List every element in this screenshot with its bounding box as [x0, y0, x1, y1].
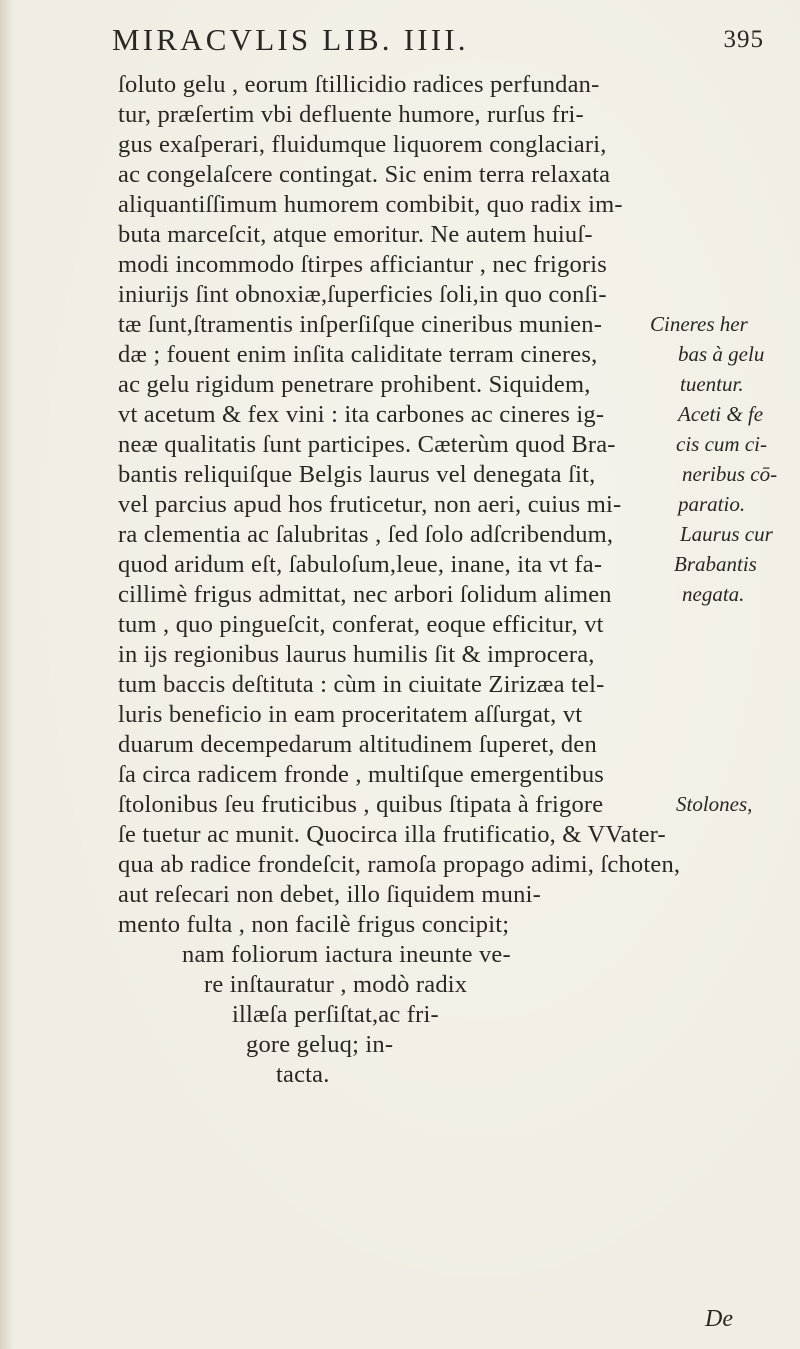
text-line: aut reſecari non debet, illo ſiquidem muni-: [118, 881, 541, 908]
text-line: modi incommodo ſtirpes afficiantur , nec frigoris: [118, 251, 608, 278]
text-line: ac gelu rigidum penetrare prohibent. Siquidem,: [118, 371, 591, 398]
text-line: aliquantiſſimum humorem combibit, quo radix im-: [118, 191, 623, 218]
text-line: vel parcius apud hos fruticetur, non aeri, cuius mi-: [118, 491, 622, 518]
catchword: De: [705, 1306, 733, 1332]
text-line: gus exaſperari, fluidumque liquorem conglaciari,: [118, 131, 607, 158]
text-line: ſoluto gelu , eorum ſtillicidio radices perfundan-: [118, 71, 600, 98]
text-line: ſa circa radicem fronde , multiſque emergentibus: [118, 761, 605, 788]
margin-note: cis cum ci-: [676, 432, 767, 456]
text-line: tur, præſertim vbi defluente humore, rurſus fri-: [118, 101, 584, 128]
text-line: ra clementia ac ſalubritas , ſed ſolo adſcribendum,: [118, 521, 614, 548]
text-line: buta marceſcit, atque emoritur. Ne autem huiuſ-: [118, 221, 593, 248]
text-line: cillimè frigus admittat, nec arbori ſolidum alimen: [118, 581, 612, 608]
text-line: bantis reliquiſque Belgis laurus vel denegata ſit,: [118, 461, 596, 488]
text-line: neæ qualitatis ſunt participes. Cæterùm quod Bra-: [118, 431, 616, 458]
margin-note: neribus cō-: [682, 462, 778, 486]
text-line: nam foliorum iactura ineunte ve-: [182, 941, 511, 968]
text-line: re inſtauratur , modò radix: [204, 971, 468, 998]
page-header: [112, 22, 764, 62]
running-title: MIRACVLIS LIB. IIII.: [112, 22, 469, 57]
margin-note: negata.: [682, 582, 745, 606]
text-line: quod aridum eſt, ſabuloſum,leue, inane, ita vt fa-: [118, 551, 603, 578]
margin-note: bas à gelu: [678, 342, 765, 366]
margin-note: Aceti & fe: [678, 402, 764, 426]
text-line: dæ ; fouent enim inſita caliditate terram cineres,: [118, 341, 598, 368]
margin-note: paratio.: [678, 492, 746, 516]
margin-note: Stolones,: [676, 792, 753, 816]
text-line: tacta.: [276, 1061, 330, 1088]
text-line: tum , quo pingueſcit, conferat, eoque efficitur, vt: [118, 611, 604, 638]
text-line: iniurijs ſint obnoxiæ,ſuperficies ſoli,in quo conſi-: [118, 281, 607, 308]
text-line: mento fulta , non facilè frigus concipit;: [118, 911, 510, 938]
margin-note: Laurus cur: [680, 522, 773, 546]
text-line: vt acetum & fex vini : ita carbones ac cineres ig-: [118, 401, 605, 428]
margin-note: Brabantis: [674, 552, 757, 576]
page-number: 395: [723, 26, 764, 53]
page-gutter-shadow: [0, 0, 14, 1349]
margin-note: tuentur.: [680, 372, 744, 396]
text-line: duarum decempedarum altitudinem ſuperet, den: [118, 731, 597, 758]
text-line: luris beneficio in eam proceritatem aſſurgat, vt: [118, 701, 583, 728]
margin-note: Cineres her: [650, 312, 748, 336]
text-line: ſtolonibus ſeu fruticibus , quibus ſtipata à frigore: [118, 791, 604, 818]
text-line: in ijs regionibus laurus humilis ſit & improcera,: [118, 641, 595, 668]
text-line: tum baccis deſtituta : cùm in ciuitate Zirizæa tel-: [118, 671, 605, 698]
text-line: tæ ſunt,ſtramentis inſperſiſque cineribus munien-: [118, 311, 603, 338]
text-line: gore geluq; in-: [246, 1031, 394, 1058]
text-line: ac congelaſcere contingat. Sic enim terra relaxata: [118, 161, 611, 188]
text-line: ſe tuetur ac munit. Quocirca illa frutificatio, & VVater-: [118, 821, 666, 848]
text-line: qua ab radice frondeſcit, ramoſa propago adimi, ſchoten,: [118, 851, 681, 878]
text-line: illæſa perſiſtat,ac fri-: [232, 1001, 439, 1028]
